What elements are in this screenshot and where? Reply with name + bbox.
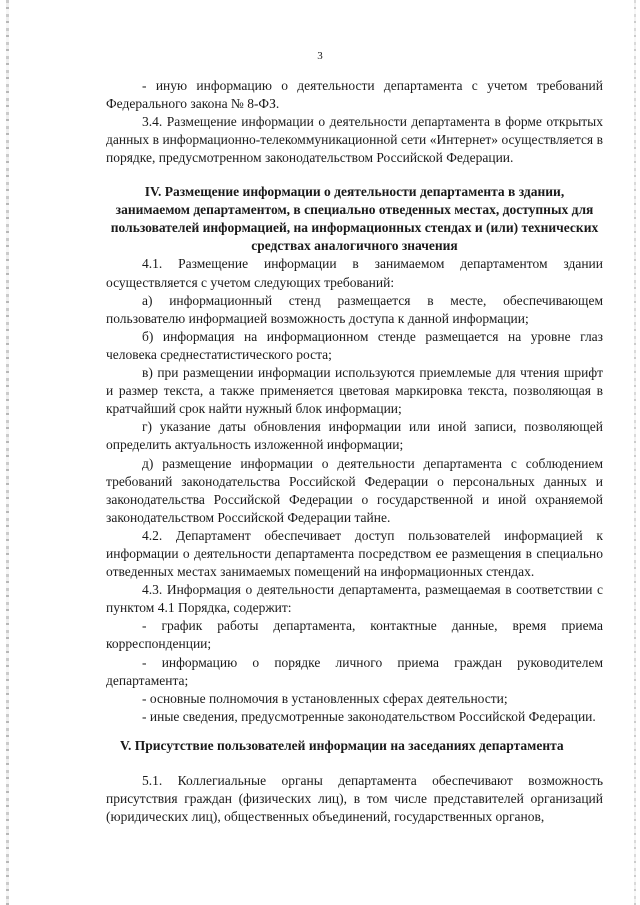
paragraph: 4.3. Информация о деятельности департамента, размещаемая в соответствии с пунктом 4.1 Порядка, содержит: <box>106 582 603 616</box>
list-item: г) указание даты обновления информации или иной записи, позволяющей определить актуальность изложенной информации; <box>106 419 603 453</box>
paragraph: 5.1. Коллегиальные органы департамента обеспечивают возможность присутствия граждан (физических лиц), в том числе представителей организаций (юридических лиц), общественных объединений, государственных органов, <box>106 772 603 825</box>
list-item: в) при размещении информации используются приемлемые для чтения шрифт и размер текста, а также применяется цветовая маркировка текста, позволяющая в кратчайший срок найти нужный блок информации; <box>106 365 603 417</box>
paragraph: 4.1. Размещение информации в занимаемом департаментом здании осуществляется с учетом следующих требований: <box>106 256 603 290</box>
paragraph: 3.4. Размещение информации о деятельности департамента в форме открытых данных в информационно-телекоммуникационной сети «Интернет» осуществляется в порядке, предусмотренном законодательством Российской Федерации. <box>106 114 603 166</box>
scan-edge-left <box>6 0 9 905</box>
section-heading-5: V. Присутствие пользователей информации на заседаниях департамента <box>120 737 564 753</box>
paragraph: 4.2. Департамент обеспечивает доступ пользователей информацией к информации о деятельности департамента посредством ее размещения в специально отведенных местах занимаемых помещений на информационных стендах. <box>106 527 603 580</box>
paragraph: - иную информацию о деятельности департамента с учетом требований Федерального закона № 8-ФЗ. <box>106 78 603 112</box>
list-item: - график работы департамента, контактные данные, время приема корреспонденции; <box>106 618 603 652</box>
list-item: б) информация на информационном стенде размещается на уровне глаз человека среднестатистического роста; <box>106 328 603 362</box>
scan-edge-right <box>634 0 636 905</box>
list-item: - основные полномочия в установленных сферах деятельности; <box>142 690 508 706</box>
list-item: - информацию о порядке личного приема граждан руководителем департамента; <box>106 654 603 688</box>
document-body <box>106 77 603 826</box>
list-item: а) информационный стенд размещается в месте, обеспечивающем пользователю информацией возможность доступа к данной информации; <box>106 292 603 326</box>
list-item: - иные сведения, предусмотренные законодательством Российской Федерации. <box>142 708 596 724</box>
section-heading-4: IV. Размещение информации о деятельности департамента в здании, занимаемом департаментом, в специально отведенных местах, доступных для пользователей информацией, на информационных стендах и (или) технических средствах аналогичного значения <box>110 184 599 254</box>
page-number: 3 <box>317 50 323 62</box>
list-item: д) размещение информации о деятельности департамента с соблюдением требований законодательства Российской Федерации о персональных данных и законодательства Российской Федерации о государственной и иной охраняемой законодательством Российской Федерации тайне. <box>106 455 603 525</box>
